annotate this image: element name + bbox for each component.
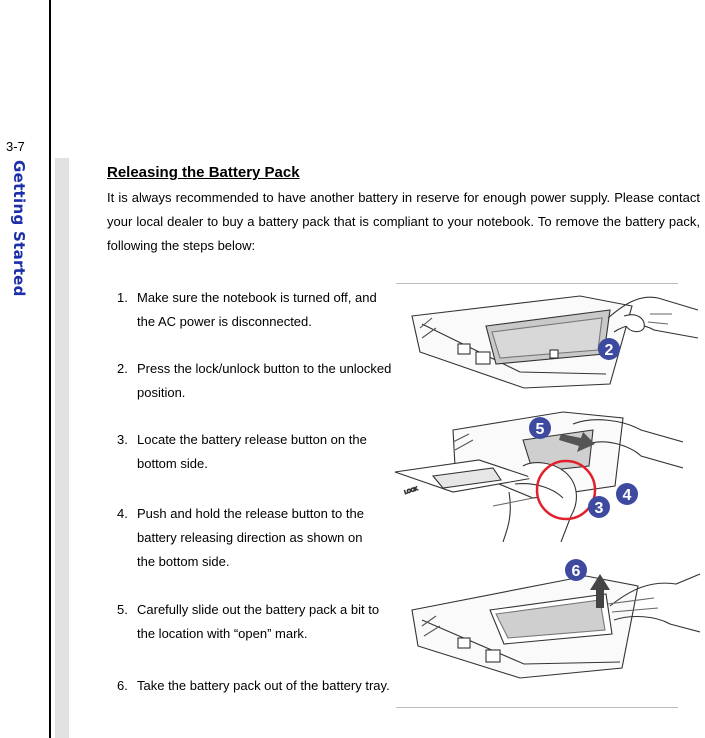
step-number: 6. (117, 678, 128, 693)
step-text: Push and hold the release button to the battery releasing direction as shown on the bottom side. (137, 506, 364, 569)
step-number: 2. (117, 361, 128, 376)
lock-label: LOCK (403, 485, 419, 496)
step-text: Press the lock/unlock button to the unlocked position. (137, 361, 392, 400)
figure-bottom-divider (396, 707, 678, 708)
figure-top-divider (396, 283, 678, 284)
step-text: Make sure the notebook is turned off, and the AC power is disconnected. (137, 290, 377, 329)
step-text: Carefully slide out the battery pack a bit to the location with “open” mark. (137, 602, 380, 641)
step-badge-6 (565, 559, 587, 581)
step-badge-5 (529, 417, 551, 439)
side-gray-bar (55, 158, 69, 738)
svg-text:4: 4 (622, 487, 632, 504)
svg-text:5: 5 (535, 421, 545, 438)
svg-text:6: 6 (571, 563, 581, 580)
step-number: 4. (117, 506, 128, 521)
chapter-side-tab: Getting Started (10, 160, 28, 297)
intro-paragraph: It is always recommended to have another battery in reserve for enough power supply. Please contact your local dealer to buy a battery pack that is compliant to your notebook. To remove the battery pack, following the steps below: (107, 190, 700, 253)
step-number: 3. (117, 432, 128, 447)
step-text: Take the battery pack out of the battery tray. (137, 678, 390, 693)
step-badge-2 (598, 338, 620, 360)
step-text: Locate the battery release button on the bottom side. (137, 432, 367, 471)
step-number: 1. (117, 290, 128, 305)
page-margin-line (49, 0, 51, 738)
step-badge-4 (616, 483, 638, 505)
svg-text:2: 2 (604, 342, 614, 359)
svg-text:3: 3 (594, 500, 604, 517)
illustration-unlock-battery (400, 288, 700, 400)
page-number: 3-7 (6, 139, 25, 154)
step-badge-3 (588, 496, 610, 518)
illustration-release-button (383, 406, 683, 542)
step-number: 5. (117, 602, 128, 617)
section-title: Releasing the Battery Pack (107, 164, 300, 181)
illustration-remove-battery (400, 550, 700, 690)
